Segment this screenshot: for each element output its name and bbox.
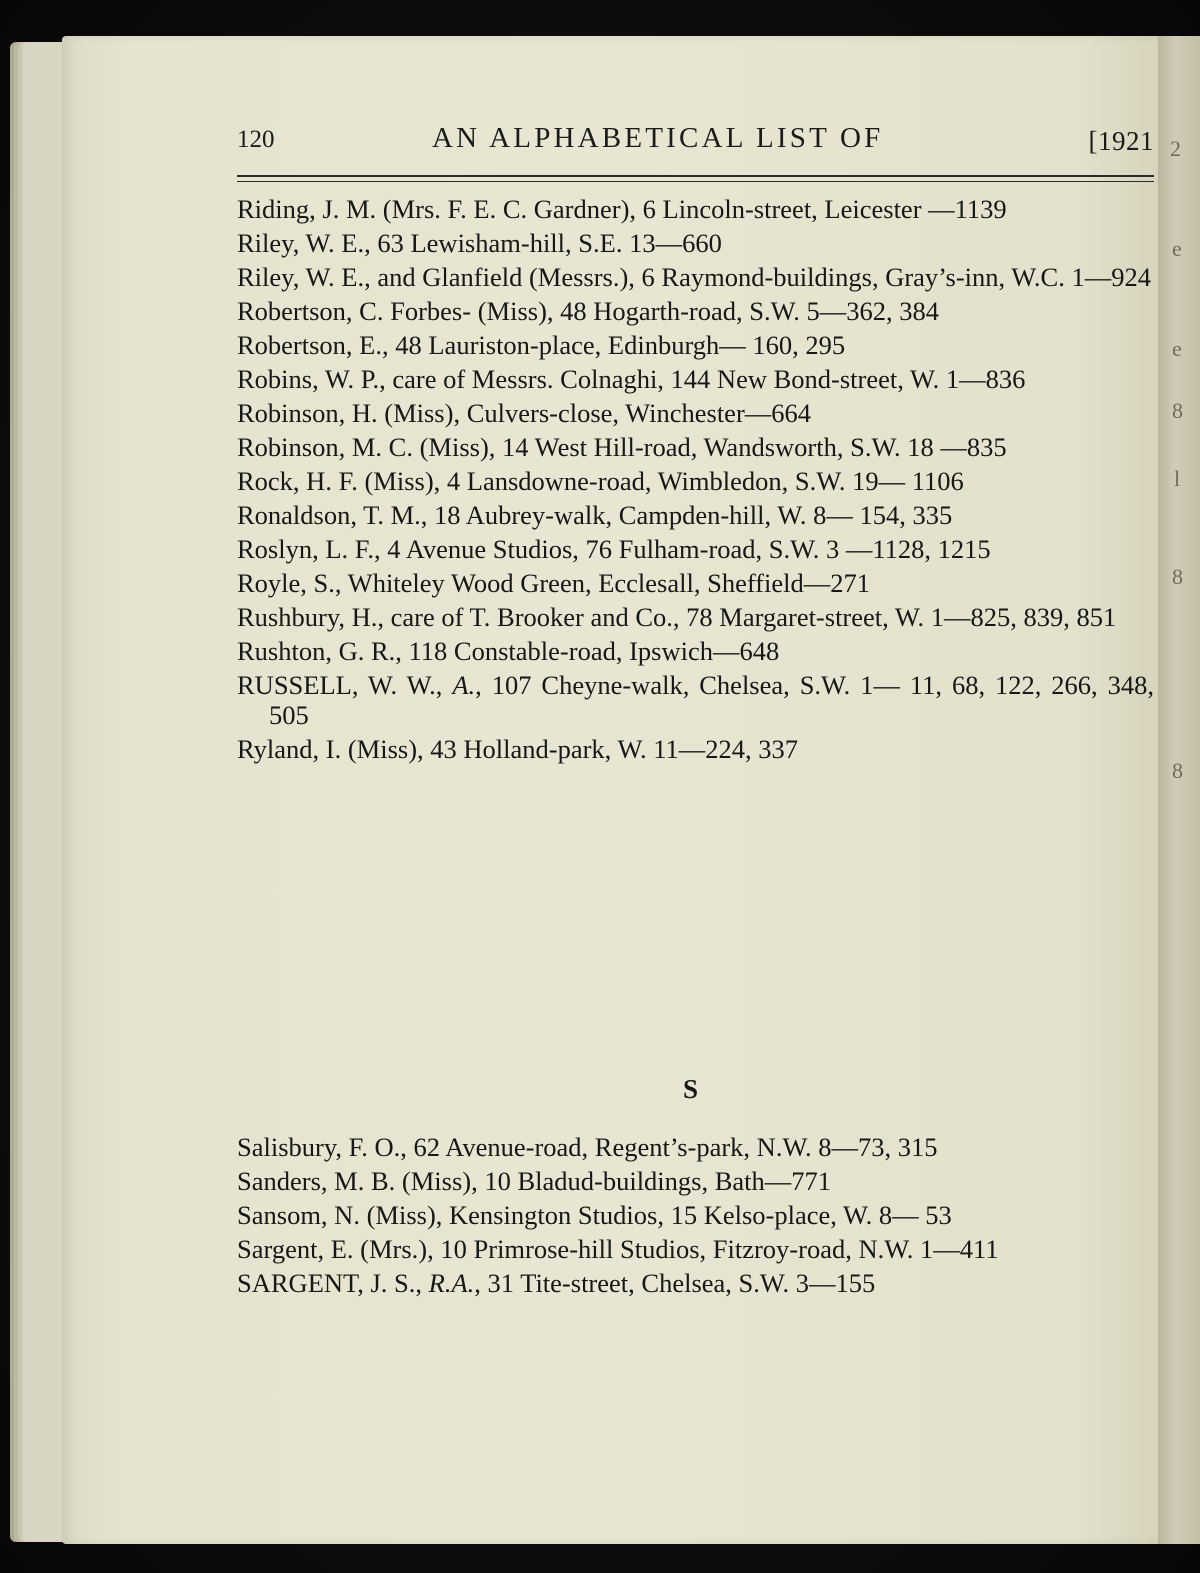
edge-mark: 8 [1172,398,1183,423]
entry-italic: A. [452,670,476,700]
list-item: Robertson, C. Forbes- (Miss), 48 Hogarth-road, S.W. 5—362, 384 [237,296,939,326]
list-item: Robins, W. P., care of Messrs. Colnaghi, 144 New Bond-street, W. 1—836 [237,364,1026,394]
list-item: Salisbury, F. O., 62 Avenue-road, Regent’s-park, N.W. 8—73, 315 [237,1132,938,1162]
list-item: Robinson, H. (Miss), Culvers-close, Winchester—664 [237,398,812,428]
edge-mark: e [1172,236,1182,261]
list-item: Rock, H. F. (Miss), 4 Lansdowne-road, Wimbledon, S.W. 19— 1106 [237,466,964,496]
edge-mark: e [1172,336,1182,361]
list-item: Sansom, N. (Miss), Kensington Studios, 15 Kelso-place, W. 8— 53 [237,1200,952,1230]
list-item: Sargent, E. (Mrs.), 10 Primrose-hill Studios, Fitzroy-road, N.W. 1—411 [237,1234,999,1264]
next-page-edge [1158,36,1200,1544]
list-item: Riley, W. E., 63 Lewisham-hill, S.E. 13—660 [237,228,722,258]
directory-entries-r [237,194,1154,768]
entry-text: , 107 Cheyne-walk, Chelsea, S.W. 1— 11, 68, 122, 266, 348, 505 [269,670,1154,730]
entry-italic: R.A. [428,1268,475,1298]
list-item: Roslyn, L. F., 4 Avenue Studios, 76 Fulham-road, S.W. 3 —1128, 1215 [237,534,991,564]
list-item: Rushton, G. R., 118 Constable-road, Ipswich—648 [237,636,780,666]
section-letter: S [683,1074,699,1104]
edge-mark: 8 [1172,564,1183,589]
header-rule [237,181,1154,182]
list-item: Riley, W. E., and Glanfield (Messrs.), 6 Raymond-buildings, Gray’s-inn, W.C. 1—924 [237,262,1151,292]
list-item: Sanders, M. B. (Miss), 10 Bladud-buildings, Bath—771 [237,1166,832,1196]
list-item: Robinson, M. C. (Miss), 14 West Hill-road, Wandsworth, S.W. 18 —835 [237,432,1007,462]
edge-mark: 2 [1170,136,1181,161]
entry-text: , 31 Tite-street, Chelsea, S.W. 3—155 [474,1268,876,1298]
list-item: Royle, S., Whiteley Wood Green, Ecclesall, Sheffield—271 [237,568,870,598]
list-item: Ryland, I. (Miss), 43 Holland-park, W. 11—224, 337 [237,734,799,764]
list-item: Robertson, E., 48 Lauriston-place, Edinburgh— 160, 295 [237,330,846,360]
page-title: AN ALPHABETICAL LIST OF [432,122,884,154]
entry-text: SARGENT, J. S., [237,1268,429,1298]
list-item-russell [237,670,1154,730]
directory-entries-s [237,1132,1154,1302]
list-item: Ronaldson, T. M., 18 Aubrey-walk, Campden-hill, W. 8— 154, 335 [237,500,953,530]
entry-text: RUSSELL, W. W., [237,670,453,700]
page-number: 120 [237,126,275,153]
header-rule [237,175,1154,177]
edge-mark: 8 [1172,758,1183,783]
header-year: [1921 [1088,126,1154,156]
list-item: Riding, J. M. (Mrs. F. E. C. Gardner), 6 Lincoln-street, Leicester —1139 [237,194,1007,224]
list-item: Rushbury, H., care of T. Brooker and Co., 78 Margaret-street, W. 1—825, 839, 851 [237,602,1117,632]
list-item-sargent [237,1268,1154,1298]
edge-mark: l [1174,466,1181,491]
running-header [237,122,1154,166]
